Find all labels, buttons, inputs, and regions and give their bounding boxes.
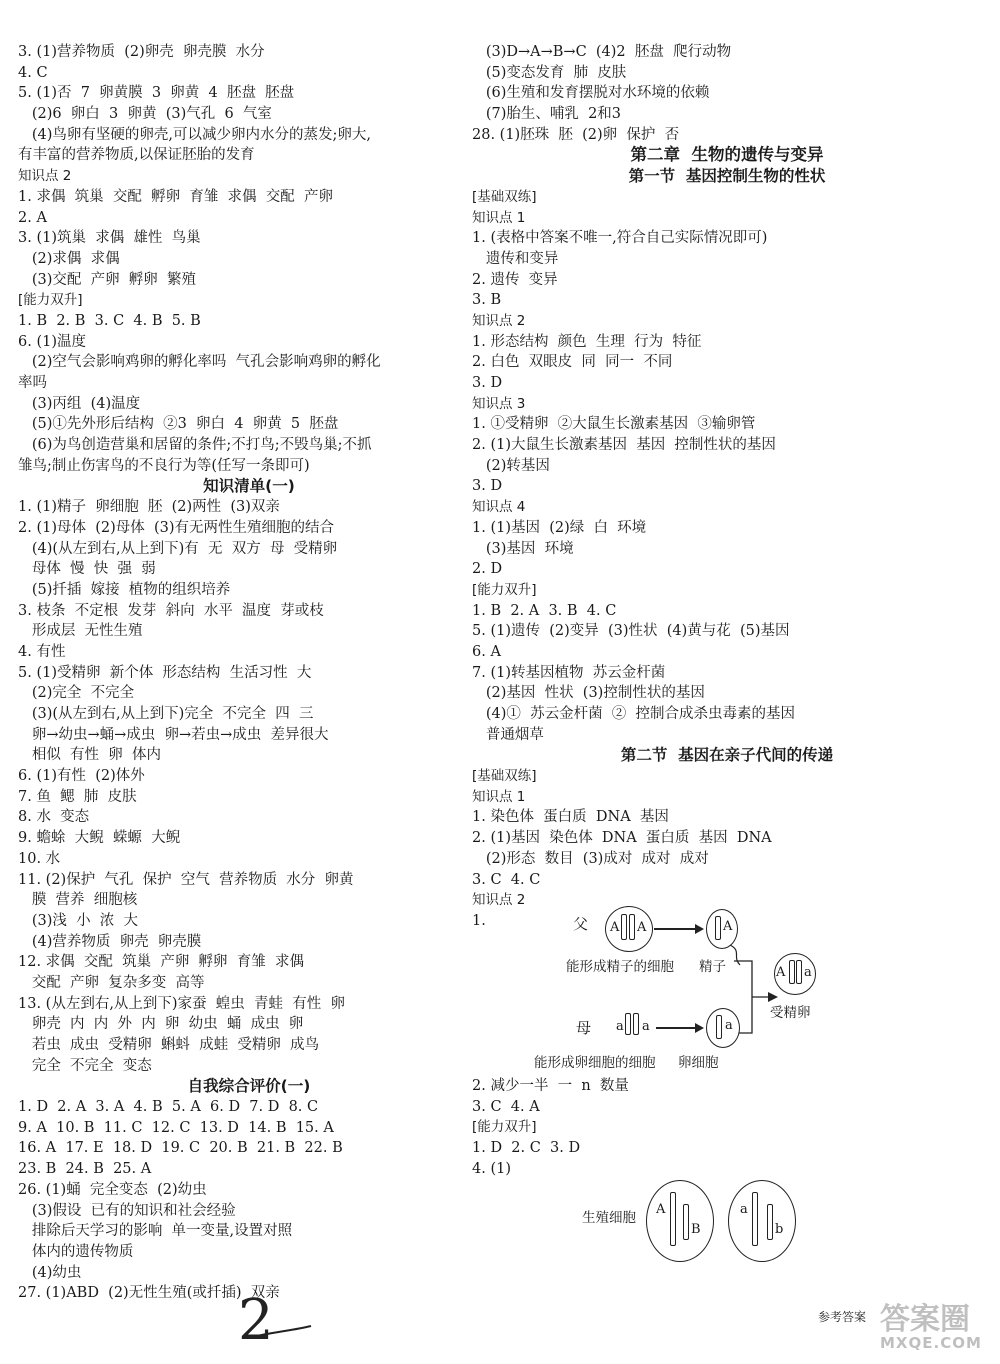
left-column-line: 2. A [18,209,47,226]
right-column-line: (6)生殖和发育摆脱对水环境的依赖 [472,85,710,102]
arrow-father-line [654,928,696,930]
left-column-line: (2)完全 不完全 [18,685,135,702]
sperm-chromosome [715,916,721,940]
mother-label: 母 [576,1019,592,1037]
zygote-gene-left: A [776,965,786,980]
egg-cell [706,1008,740,1048]
left-column-line: (3)(从左到右,从上到下)完全 不完全 四 三 [18,706,314,722]
right-column-line: (3)基因 环境 [472,540,574,557]
right-column-line: (2)形态 数目 (3)成对 成对 成对 [472,850,709,867]
left-column-line: 率吗 [18,375,47,391]
left-column-line: 若虫 成虫 受精卵 蝌蚪 成蛙 受精卵 成鸟 [18,1037,320,1053]
right-column-line: (4)① 苏云金杆菌 ② 控制合成杀虫毒素的基因 [472,706,796,722]
left-column-line: 3. (1)筑巢 求偶 雄性 鸟巢 [18,230,201,247]
left-column-line: 27. (1)ABD (2)无性生殖(或扦插) 双亲 [18,1285,280,1302]
right-column-line: 2. 遗传 变异 [472,271,558,288]
left-column-line: (2)空气会影响鸡卵的孵化率吗 气孔会影响鸡卵的孵化 [18,354,381,371]
right-column-line: (3)D→A→B→C (4)2 胚盘 爬行动物 [472,44,732,60]
left-column-line: (5)扦插 嫁接 植物的组织培养 [18,581,231,598]
label-zygote: 受精卵 [770,1005,811,1021]
right-column-line: 2. (1)大鼠生长激素基因 基因 控制性状的基因 [472,437,776,454]
mother-gene-left: a [616,1019,624,1034]
label-reproductive-cell: 生殖细胞 [582,1210,636,1226]
left-column-line: 有丰富的营养物质,以保证胚胎的发育 [18,147,255,164]
right-column-line: (5)变态发育 肺 皮肤 [472,64,627,81]
left-column-line: 形成层 无性生殖 [18,623,143,640]
left-column-line: 4. C [18,64,48,81]
left-column-line: (3)假设 已有的知识和社会经验 [18,1202,236,1219]
left-column-line: 8. 水 变态 [18,809,90,826]
left-column-line: 雏鸟;制止伤害鸟的不良行为等(任写一条即可) [18,457,310,474]
connector-lines [732,949,782,1049]
left-column-line: 7. 鱼 鳃 肺 皮肤 [18,788,137,805]
right-column-line: (7)胎生、哺乳 2和3 [472,106,622,123]
right-column-after-diagram-line: [能力双升] [472,1119,537,1136]
right-column-after-diagram-line: 3. C 4. A [472,1098,540,1115]
footer-answer-label: 参考答案 [818,1310,867,1324]
right-column-line: 知识点 1 [472,209,526,226]
right-column-line: 1. (1)基因 (2)绿 白 环境 [472,519,647,536]
right-column-line: 3. C 4. C [472,871,541,888]
right-column-line: 3. D [472,478,503,495]
cell2-chromosome-1 [752,1192,758,1246]
right-column-line: 知识点 1 [472,788,526,805]
right-column-line: 知识点 2 [472,892,526,909]
cell1-gene-a: A [656,1202,666,1217]
left-column-line: 1. D 2. A 3. A 4. B 5. A 6. D 7. D 8. C [18,1099,319,1116]
right-column-line: 知识点 3 [472,395,526,412]
right-column-line: 2. 白色 双眼皮 同 同一 不同 [472,354,673,371]
left-column-line: (4)营养物质 卵壳 卵壳膜 [18,933,202,950]
left-column-line: 1. (1)精子 卵细胞 胚 (2)两性 (3)双亲 [18,499,280,516]
left-column-line: (5)①先外形后结构 ②3 卵白 4 卵黄 5 胚盘 [18,416,339,433]
left-column-line: 9. A 10. B 11. C 12. C 13. D 14. B 15. A [18,1119,334,1136]
cell1-gene-b: B [691,1222,701,1237]
cell2-chromosome-2 [767,1204,773,1240]
cell1-chromosome-2 [683,1204,689,1240]
zygote-gene-right: a [804,965,812,980]
right-column-line: [基础双练] [472,188,537,205]
right-column-line: 遗传和变异 [472,250,559,267]
label-mother-cell: 能形成卵细胞的细胞 [534,1055,656,1071]
mother-chromosome-2 [633,1013,639,1035]
right-column-line: 知识点 4 [472,499,526,516]
left-column-line: 23. B 24. B 25. A [18,1161,152,1178]
left-column-line: 卵→幼虫→蛹→成虫 卵→若虫→成虫 差异很大 [18,726,329,743]
left-column-line: 知识点 2 [18,168,72,185]
left-column-line: 6. (1)有性 (2)体外 [18,768,145,785]
left-column-line: 16. A 17. E 18. D 19. C 20. B 21. B 22. B [18,1140,343,1157]
left-column-line: 12. 求偶 交配 筑巢 产卵 孵卵 育雏 求偶 [18,954,304,971]
left-column-line: 3. (1)营养物质 (2)卵壳 卵壳膜 水分 [18,44,265,60]
left-column-line: 母体 慢 快 强 弱 [18,561,156,578]
left-column-line: 自我综合评价(一) [187,1077,311,1096]
left-column-line: [能力双升] [18,292,83,309]
left-column-line: 5. (1)否 7 卵黄膜 3 卵黄 4 胚盘 胚盘 [18,85,295,102]
right-column-line: 第二节 基因在亲子代间的传递 [620,746,834,765]
left-column-line: (4)鸟卵有坚硬的卵壳,可以减少卵内水分的蒸发;卵大, [18,126,371,143]
left-column-line: 排除后天学习的影响 单一变量,设置对照 [18,1223,293,1240]
right-column-after-diagram-line: 2. 减少一半 一 n 数量 [472,1078,629,1094]
right-column-line: [基础双练] [472,768,537,785]
left-column-line: 9. 蟾蜍 大鲵 蝾螈 大鲵 [18,830,181,847]
right-column-line: 6. A [472,643,501,660]
cell2-gene-b: b [775,1222,784,1237]
left-column-line: 交配 产卵 复杂多变 高等 [18,974,205,991]
right-column-line: 第二章 生物的遗传与变异 [630,145,824,165]
right-column-line: 1. 染色体 蛋白质 DNA 基因 [472,809,669,826]
left-column-line: 5. (1)受精卵 新个体 形态结构 生活习性 大 [18,664,312,681]
watermark-top: 答案圈 [880,1302,970,1337]
right-column-line: 2. D [472,561,503,578]
arrow-father-head [695,924,704,934]
label-father-cell: 能形成精子的细胞 [566,959,674,975]
left-column-line: (4)幼虫 [18,1264,82,1281]
right-column-line: 1. [472,912,486,929]
reproductive-cell-2 [728,1180,796,1262]
watermark-bottom: MXQE.COM [880,1334,982,1352]
mother-chromosome-1 [625,1013,631,1035]
label-sperm: 精子 [699,959,726,975]
handwritten-stroke [255,1322,315,1342]
right-column-line: 28. (1)胚珠 胚 (2)卵 保护 否 [472,126,680,143]
left-column-line: (4)(从左到右,从上到下)有 无 双方 母 受精卵 [18,540,338,557]
right-column [472,42,982,932]
reproductive-cell-1 [646,1180,714,1262]
right-column-after-diagram [472,1076,982,1179]
egg-gene: a [725,1018,733,1033]
handwritten-mark: 2 [238,1288,274,1353]
right-column-line: (2)基因 性状 (3)控制性状的基因 [472,685,705,702]
left-column-line: 11. (2)保护 气孔 保护 空气 营养物质 水分 卵黄 [18,871,354,888]
father-label: 父 [573,915,589,933]
left-column-line: 知识清单(一) [203,477,295,496]
left-column-line: 膜 营养 细胞核 [18,892,138,909]
left-column-line: (3)浅 小 浓 大 [18,912,139,929]
father-gene-right: A [637,920,647,935]
reproductive-cell-diagram [580,1178,820,1268]
right-column-line: 1. 形态结构 颜色 生理 行为 特征 [472,333,702,350]
cell2-gene-a: a [740,1202,748,1217]
left-column-line: 3. 枝条 不定根 发芽 斜向 水平 温度 芽或枝 [18,602,324,619]
left-column-line: 10. 水 [18,850,61,867]
left-column-line: (2)求偶 求偶 [18,250,120,267]
left-column-line: 体内的遗传物质 [18,1243,134,1260]
left-column-line: 1. 求偶 筑巢 交配 孵卵 育雏 求偶 交配 产卵 [18,188,333,205]
right-column-line: 5. (1)遗传 (2)变异 (3)性状 (4)黄与花 (5)基因 [472,623,790,640]
right-column-line: 3. D [472,375,503,391]
left-column-line: 26. (1)蛹 完全变态 (2)幼虫 [18,1181,207,1198]
right-column-line: 知识点 2 [472,312,526,329]
father-chromosome-1 [621,914,627,940]
left-column-line: (3)丙组 (4)温度 [18,395,141,412]
mother-gene-right: a [642,1019,650,1034]
left-column-line: (6)为鸟创造营巢和居留的条件;不打鸟;不毁鸟巢;不抓 [18,437,372,454]
egg-chromosome [716,1015,722,1039]
father-chromosome-2 [629,914,635,940]
right-column-line: [能力双升] [472,581,537,598]
left-column-line: 13. (从左到右,从上到下)家蚕 蝗虫 青蛙 有性 卵 [18,995,345,1012]
right-column-line: 1. (表格中答案不唯一,符合自己实际情况即可) [472,230,768,247]
left-column-line: 4. 有性 [18,643,66,660]
right-column-after-diagram-line: 1. D 2. C 3. D [472,1140,581,1157]
left-column-line: 卵壳 内 内 外 内 卵 幼虫 蛹 成虫 卵 [18,1016,304,1033]
cell1-chromosome-1 [670,1192,676,1246]
zygote-chromosome-1 [789,960,795,984]
sperm-gene: A [723,919,733,934]
right-column-line: 第一节 基因控制生物的性状 [628,167,826,186]
gene-transmission-diagram [470,905,840,1075]
arrow-mother-line [656,1027,696,1029]
right-column-line: (2)转基因 [472,457,550,474]
right-column-line: 1. ①受精卵 ②大鼠生长激素基因 ③输卵管 [472,416,756,433]
father-gene-left: A [610,920,620,935]
left-column-line: 相似 有性 卵 体内 [18,747,161,764]
left-column-line: 1. B 2. B 3. C 4. B 5. B [18,312,201,329]
left-column-line: 完全 不完全 变态 [18,1057,152,1074]
right-column-line: 2. (1)基因 染色体 DNA 蛋白质 基因 DNA [472,830,772,847]
right-column-line: 1. B 2. A 3. B 4. C [472,602,617,619]
right-column-line: 3. B [472,292,502,309]
arrow-mother-head [695,1023,704,1033]
left-column-line: 6. (1)温度 [18,333,86,350]
left-column-line: (2)6 卵白 3 卵黄 (3)气孔 6 气室 [18,106,272,123]
left-column [18,42,480,1304]
right-column-line: 7. (1)转基因植物 苏云金杆菌 [472,664,666,681]
left-column-line: (3)交配 产卵 孵卵 繁殖 [18,271,197,288]
zygote-chromosome-2 [796,960,802,984]
left-column-line: 2. (1)母体 (2)母体 (3)有无两性生殖细胞的结合 [18,519,334,536]
right-column-line: 普通烟草 [472,726,544,743]
label-egg: 卵细胞 [678,1055,719,1071]
right-column-after-diagram-line: 4. (1) [472,1160,511,1177]
